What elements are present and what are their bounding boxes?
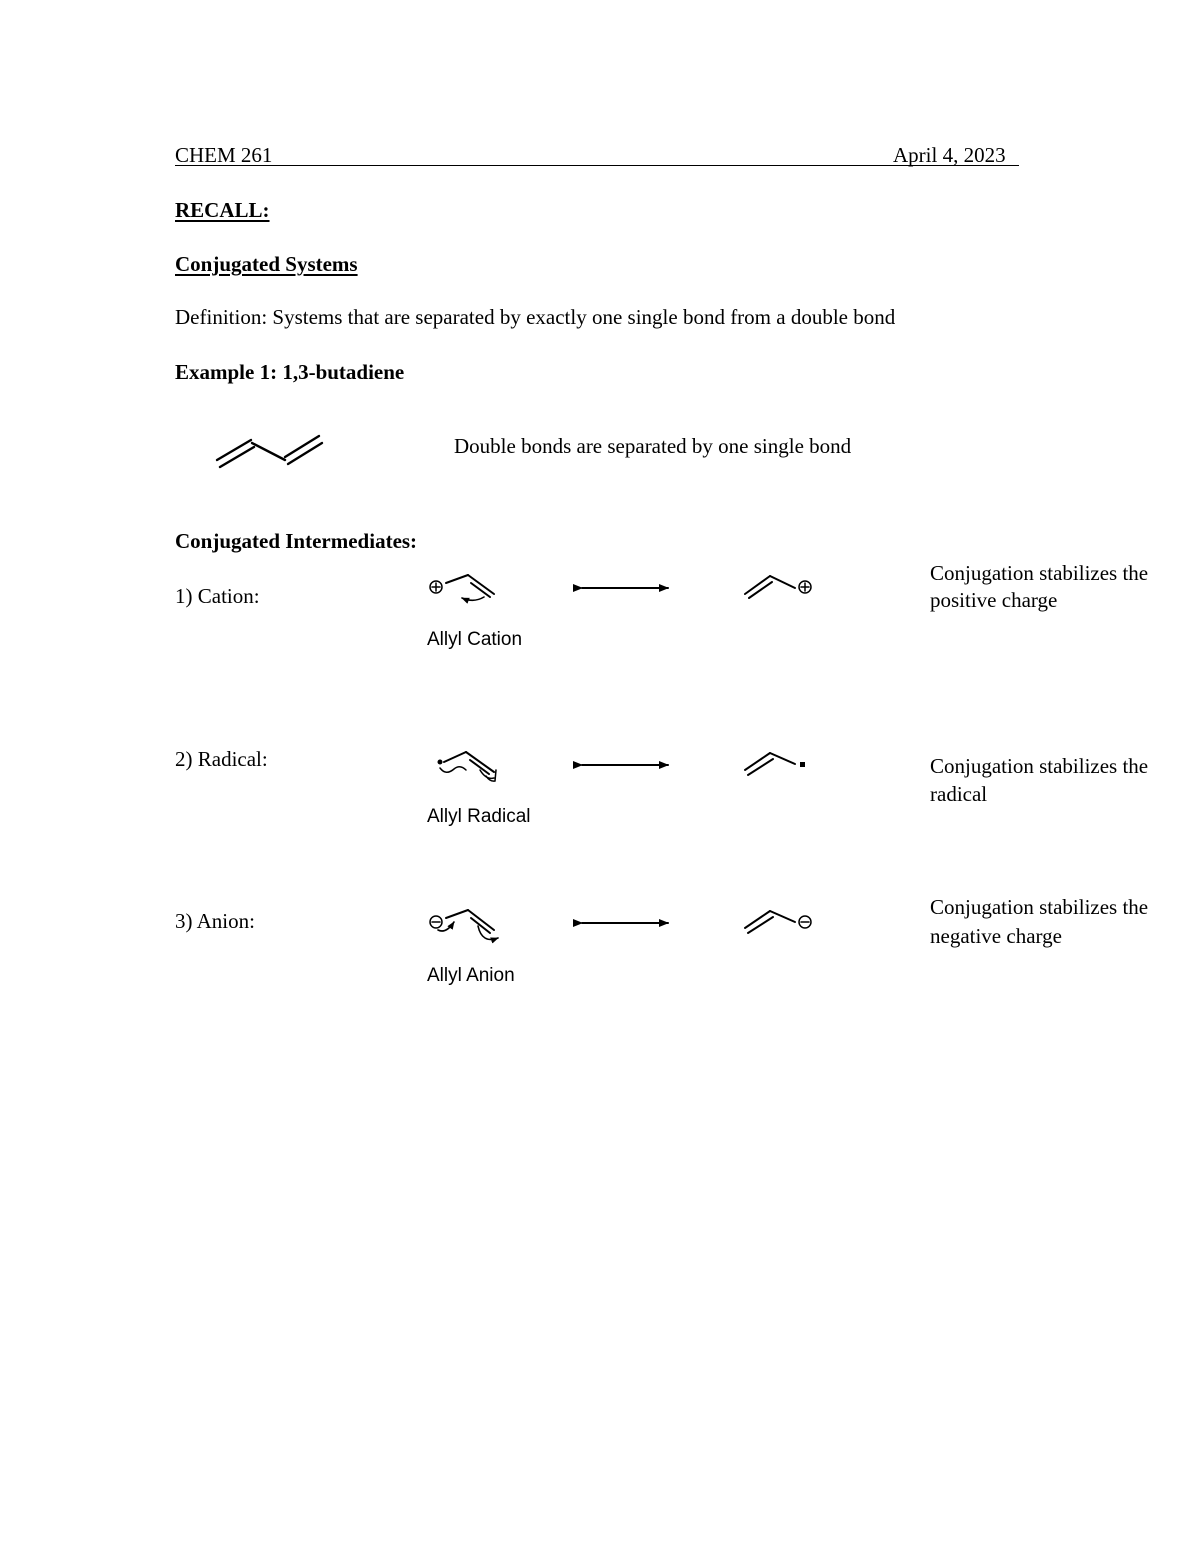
radical-note-line1: Conjugation stabilizes the: [930, 754, 1149, 778]
allyl-radical-label: Allyl Radical: [427, 806, 531, 827]
allyl-cation-label: Allyl Cation: [427, 629, 523, 650]
anion-note-line1: Conjugation stabilizes the: [930, 895, 1149, 919]
radical-note-line2: radical: [930, 782, 988, 806]
cation-note-line2: positive charge: [930, 588, 1058, 612]
example-heading: Example 1: 1,3-butadiene: [175, 360, 405, 384]
intermediates-heading: Conjugated Intermediates:: [175, 529, 418, 553]
anion-label: 3) Anion:: [175, 909, 255, 933]
example-note: Double bonds are separated by one single bond: [454, 434, 852, 458]
conjugated-systems-heading: Conjugated Systems: [175, 252, 358, 276]
course-code: CHEM 261: [175, 143, 273, 167]
allyl-anion-label: Allyl Anion: [427, 965, 515, 986]
recall-heading: RECALL:: [175, 198, 270, 222]
cation-note-line1: Conjugation stabilizes the: [930, 561, 1149, 585]
cation-label: 1) Cation:: [175, 584, 260, 608]
anion-note-line2: negative charge: [930, 924, 1062, 948]
radical-label: 2) Radical:: [175, 747, 268, 771]
definition-text: Definition: Systems that are separated by exactly one single bond from a double bond: [175, 305, 896, 329]
lecture-date: April 4, 2023: [893, 143, 1006, 167]
